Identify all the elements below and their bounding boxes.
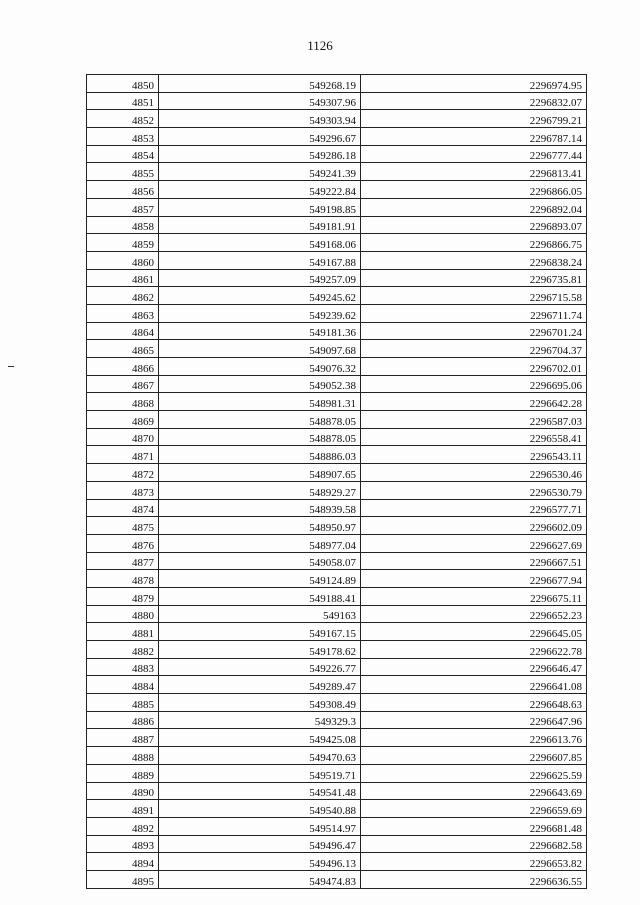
table-row <box>87 800 587 818</box>
y-coordinate-cell: 2296866.75 <box>361 234 587 252</box>
x-coordinate-cell: 549181.91 <box>159 216 361 234</box>
y-coordinate-cell: 2296530.79 <box>361 481 587 499</box>
x-coordinate-cell: 549496.47 <box>159 835 361 853</box>
table-row <box>87 517 587 535</box>
y-coordinate-cell: 2296799.21 <box>361 110 587 128</box>
y-coordinate-cell: 2296838.24 <box>361 251 587 269</box>
x-coordinate-cell: 549076.32 <box>159 358 361 376</box>
point-id-cell: 4877 <box>87 552 159 570</box>
table-row <box>87 552 587 570</box>
table-row <box>87 464 587 482</box>
y-coordinate-cell: 2296667.51 <box>361 552 587 570</box>
x-coordinate-cell: 549097.68 <box>159 340 361 358</box>
table-row <box>87 145 587 163</box>
x-coordinate-cell: 549286.18 <box>159 145 361 163</box>
y-coordinate-cell: 2296701.24 <box>361 322 587 340</box>
point-id-cell: 4893 <box>87 835 159 853</box>
y-coordinate-cell: 2296627.69 <box>361 534 587 552</box>
x-coordinate-cell: 549178.62 <box>159 641 361 659</box>
table-row <box>87 694 587 712</box>
x-coordinate-cell: 548981.31 <box>159 393 361 411</box>
y-coordinate-cell: 2296866.05 <box>361 181 587 199</box>
x-coordinate-cell: 549245.62 <box>159 287 361 305</box>
table-row <box>87 411 587 429</box>
table-row <box>87 587 587 605</box>
point-id-cell: 4873 <box>87 481 159 499</box>
table-row <box>87 570 587 588</box>
x-coordinate-cell: 549474.83 <box>159 870 361 888</box>
y-coordinate-cell: 2296653.82 <box>361 853 587 871</box>
y-coordinate-cell: 2296777.44 <box>361 145 587 163</box>
point-id-cell: 4852 <box>87 110 159 128</box>
point-id-cell: 4883 <box>87 658 159 676</box>
table-row <box>87 870 587 888</box>
point-id-cell: 4858 <box>87 216 159 234</box>
y-coordinate-cell: 2296704.37 <box>361 340 587 358</box>
point-id-cell: 4882 <box>87 641 159 659</box>
table-row <box>87 375 587 393</box>
point-id-cell: 4890 <box>87 782 159 800</box>
point-id-cell: 4863 <box>87 304 159 322</box>
point-id-cell: 4878 <box>87 570 159 588</box>
table-row <box>87 287 587 305</box>
point-id-cell: 4860 <box>87 251 159 269</box>
x-coordinate-cell: 549188.41 <box>159 587 361 605</box>
table-row <box>87 269 587 287</box>
x-coordinate-cell: 549198.85 <box>159 198 361 216</box>
margin-mark <box>8 366 14 367</box>
table-row <box>87 764 587 782</box>
point-id-cell: 4871 <box>87 446 159 464</box>
x-coordinate-cell: 548886.03 <box>159 446 361 464</box>
x-coordinate-cell: 549289.47 <box>159 676 361 694</box>
table-row <box>87 198 587 216</box>
point-id-cell: 4867 <box>87 375 159 393</box>
x-coordinate-cell: 548939.58 <box>159 499 361 517</box>
table-row <box>87 747 587 765</box>
coordinates-table-body <box>87 75 587 889</box>
y-coordinate-cell: 2296892.04 <box>361 198 587 216</box>
point-id-cell: 4892 <box>87 817 159 835</box>
table-row <box>87 110 587 128</box>
y-coordinate-cell: 2296607.85 <box>361 747 587 765</box>
table-row <box>87 605 587 623</box>
x-coordinate-cell: 549268.19 <box>159 75 361 93</box>
y-coordinate-cell: 2296613.76 <box>361 729 587 747</box>
point-id-cell: 4865 <box>87 340 159 358</box>
point-id-cell: 4888 <box>87 747 159 765</box>
y-coordinate-cell: 2296641.08 <box>361 676 587 694</box>
y-coordinate-cell: 2296530.46 <box>361 464 587 482</box>
x-coordinate-cell: 549540.88 <box>159 800 361 818</box>
y-coordinate-cell: 2296646.47 <box>361 658 587 676</box>
y-coordinate-cell: 2296787.14 <box>361 128 587 146</box>
table-row <box>87 446 587 464</box>
table-row <box>87 835 587 853</box>
point-id-cell: 4868 <box>87 393 159 411</box>
y-coordinate-cell: 2296711.74 <box>361 304 587 322</box>
table-row <box>87 304 587 322</box>
x-coordinate-cell: 549124.89 <box>159 570 361 588</box>
y-coordinate-cell: 2296645.05 <box>361 623 587 641</box>
table-row <box>87 711 587 729</box>
y-coordinate-cell: 2296681.48 <box>361 817 587 835</box>
x-coordinate-cell: 549470.63 <box>159 747 361 765</box>
y-coordinate-cell: 2296587.03 <box>361 411 587 429</box>
y-coordinate-cell: 2296622.78 <box>361 641 587 659</box>
x-coordinate-cell: 548929.27 <box>159 481 361 499</box>
table-row <box>87 340 587 358</box>
point-id-cell: 4887 <box>87 729 159 747</box>
x-coordinate-cell: 549308.49 <box>159 694 361 712</box>
x-coordinate-cell: 549329.3 <box>159 711 361 729</box>
table-row <box>87 481 587 499</box>
point-id-cell: 4884 <box>87 676 159 694</box>
point-id-cell: 4879 <box>87 587 159 605</box>
point-id-cell: 4862 <box>87 287 159 305</box>
y-coordinate-cell: 2296735.81 <box>361 269 587 287</box>
y-coordinate-cell: 2296677.94 <box>361 570 587 588</box>
point-id-cell: 4876 <box>87 534 159 552</box>
point-id-cell: 4872 <box>87 464 159 482</box>
y-coordinate-cell: 2296625.59 <box>361 764 587 782</box>
x-coordinate-cell: 548878.05 <box>159 428 361 446</box>
y-coordinate-cell: 2296682.58 <box>361 835 587 853</box>
y-coordinate-cell: 2296893.07 <box>361 216 587 234</box>
x-coordinate-cell: 549222.84 <box>159 181 361 199</box>
point-id-cell: 4853 <box>87 128 159 146</box>
x-coordinate-cell: 548977.04 <box>159 534 361 552</box>
point-id-cell: 4850 <box>87 75 159 93</box>
x-coordinate-cell: 549167.15 <box>159 623 361 641</box>
table-row <box>87 623 587 641</box>
table-row <box>87 216 587 234</box>
y-coordinate-cell: 2296577.71 <box>361 499 587 517</box>
point-id-cell: 4861 <box>87 269 159 287</box>
y-coordinate-cell: 2296813.41 <box>361 163 587 181</box>
page-number: 1126 <box>307 38 333 53</box>
table-row <box>87 322 587 340</box>
table-row <box>87 782 587 800</box>
table-row <box>87 658 587 676</box>
x-coordinate-cell: 549425.08 <box>159 729 361 747</box>
point-id-cell: 4891 <box>87 800 159 818</box>
x-coordinate-cell: 549167.88 <box>159 251 361 269</box>
x-coordinate-cell: 549241.39 <box>159 163 361 181</box>
table-row <box>87 181 587 199</box>
y-coordinate-cell: 2296643.69 <box>361 782 587 800</box>
table-row <box>87 853 587 871</box>
y-coordinate-cell: 2296648.63 <box>361 694 587 712</box>
table-row <box>87 92 587 110</box>
y-coordinate-cell: 2296642.28 <box>361 393 587 411</box>
y-coordinate-cell: 2296652.23 <box>361 605 587 623</box>
point-id-cell: 4866 <box>87 358 159 376</box>
x-coordinate-cell: 549052.38 <box>159 375 361 393</box>
x-coordinate-cell: 549257.09 <box>159 269 361 287</box>
point-id-cell: 4885 <box>87 694 159 712</box>
table-row <box>87 251 587 269</box>
table-row <box>87 234 587 252</box>
point-id-cell: 4869 <box>87 411 159 429</box>
x-coordinate-cell: 549307.96 <box>159 92 361 110</box>
point-id-cell: 4856 <box>87 181 159 199</box>
point-id-cell: 4854 <box>87 145 159 163</box>
x-coordinate-cell: 549541.48 <box>159 782 361 800</box>
x-coordinate-cell: 549519.71 <box>159 764 361 782</box>
y-coordinate-cell: 2296715.58 <box>361 287 587 305</box>
point-id-cell: 4857 <box>87 198 159 216</box>
x-coordinate-cell: 549514.97 <box>159 817 361 835</box>
point-id-cell: 4870 <box>87 428 159 446</box>
x-coordinate-cell: 549058.07 <box>159 552 361 570</box>
point-id-cell: 4874 <box>87 499 159 517</box>
point-id-cell: 4855 <box>87 163 159 181</box>
table-row <box>87 128 587 146</box>
table-row <box>87 428 587 446</box>
y-coordinate-cell: 2296636.55 <box>361 870 587 888</box>
y-coordinate-cell: 2296558.41 <box>361 428 587 446</box>
table-row <box>87 534 587 552</box>
y-coordinate-cell: 2296659.69 <box>361 800 587 818</box>
table-row <box>87 499 587 517</box>
x-coordinate-cell: 549226.77 <box>159 658 361 676</box>
y-coordinate-cell: 2296675.11 <box>361 587 587 605</box>
y-coordinate-cell: 2296543.11 <box>361 446 587 464</box>
x-coordinate-cell: 549239.62 <box>159 304 361 322</box>
point-id-cell: 4859 <box>87 234 159 252</box>
table-row <box>87 641 587 659</box>
point-id-cell: 4889 <box>87 764 159 782</box>
table-row <box>87 163 587 181</box>
table-row <box>87 75 587 93</box>
x-coordinate-cell: 548878.05 <box>159 411 361 429</box>
x-coordinate-cell: 549496.13 <box>159 853 361 871</box>
y-coordinate-cell: 2296602.09 <box>361 517 587 535</box>
x-coordinate-cell: 549168.06 <box>159 234 361 252</box>
x-coordinate-cell: 548950.97 <box>159 517 361 535</box>
point-id-cell: 4886 <box>87 711 159 729</box>
x-coordinate-cell: 549303.94 <box>159 110 361 128</box>
y-coordinate-cell: 2296702.01 <box>361 358 587 376</box>
x-coordinate-cell: 548907.65 <box>159 464 361 482</box>
table-row <box>87 676 587 694</box>
y-coordinate-cell: 2296647.96 <box>361 711 587 729</box>
point-id-cell: 4881 <box>87 623 159 641</box>
point-id-cell: 4851 <box>87 92 159 110</box>
point-id-cell: 4875 <box>87 517 159 535</box>
point-id-cell: 4895 <box>87 870 159 888</box>
table-row <box>87 358 587 376</box>
y-coordinate-cell: 2296832.07 <box>361 92 587 110</box>
point-id-cell: 4894 <box>87 853 159 871</box>
y-coordinate-cell: 2296695.06 <box>361 375 587 393</box>
x-coordinate-cell: 549181.36 <box>159 322 361 340</box>
x-coordinate-cell: 549296.67 <box>159 128 361 146</box>
table-row <box>87 729 587 747</box>
x-coordinate-cell: 549163 <box>159 605 361 623</box>
y-coordinate-cell: 2296974.95 <box>361 75 587 93</box>
point-id-cell: 4880 <box>87 605 159 623</box>
point-id-cell: 4864 <box>87 322 159 340</box>
coordinates-table <box>86 74 587 889</box>
table-row <box>87 393 587 411</box>
table-row <box>87 817 587 835</box>
